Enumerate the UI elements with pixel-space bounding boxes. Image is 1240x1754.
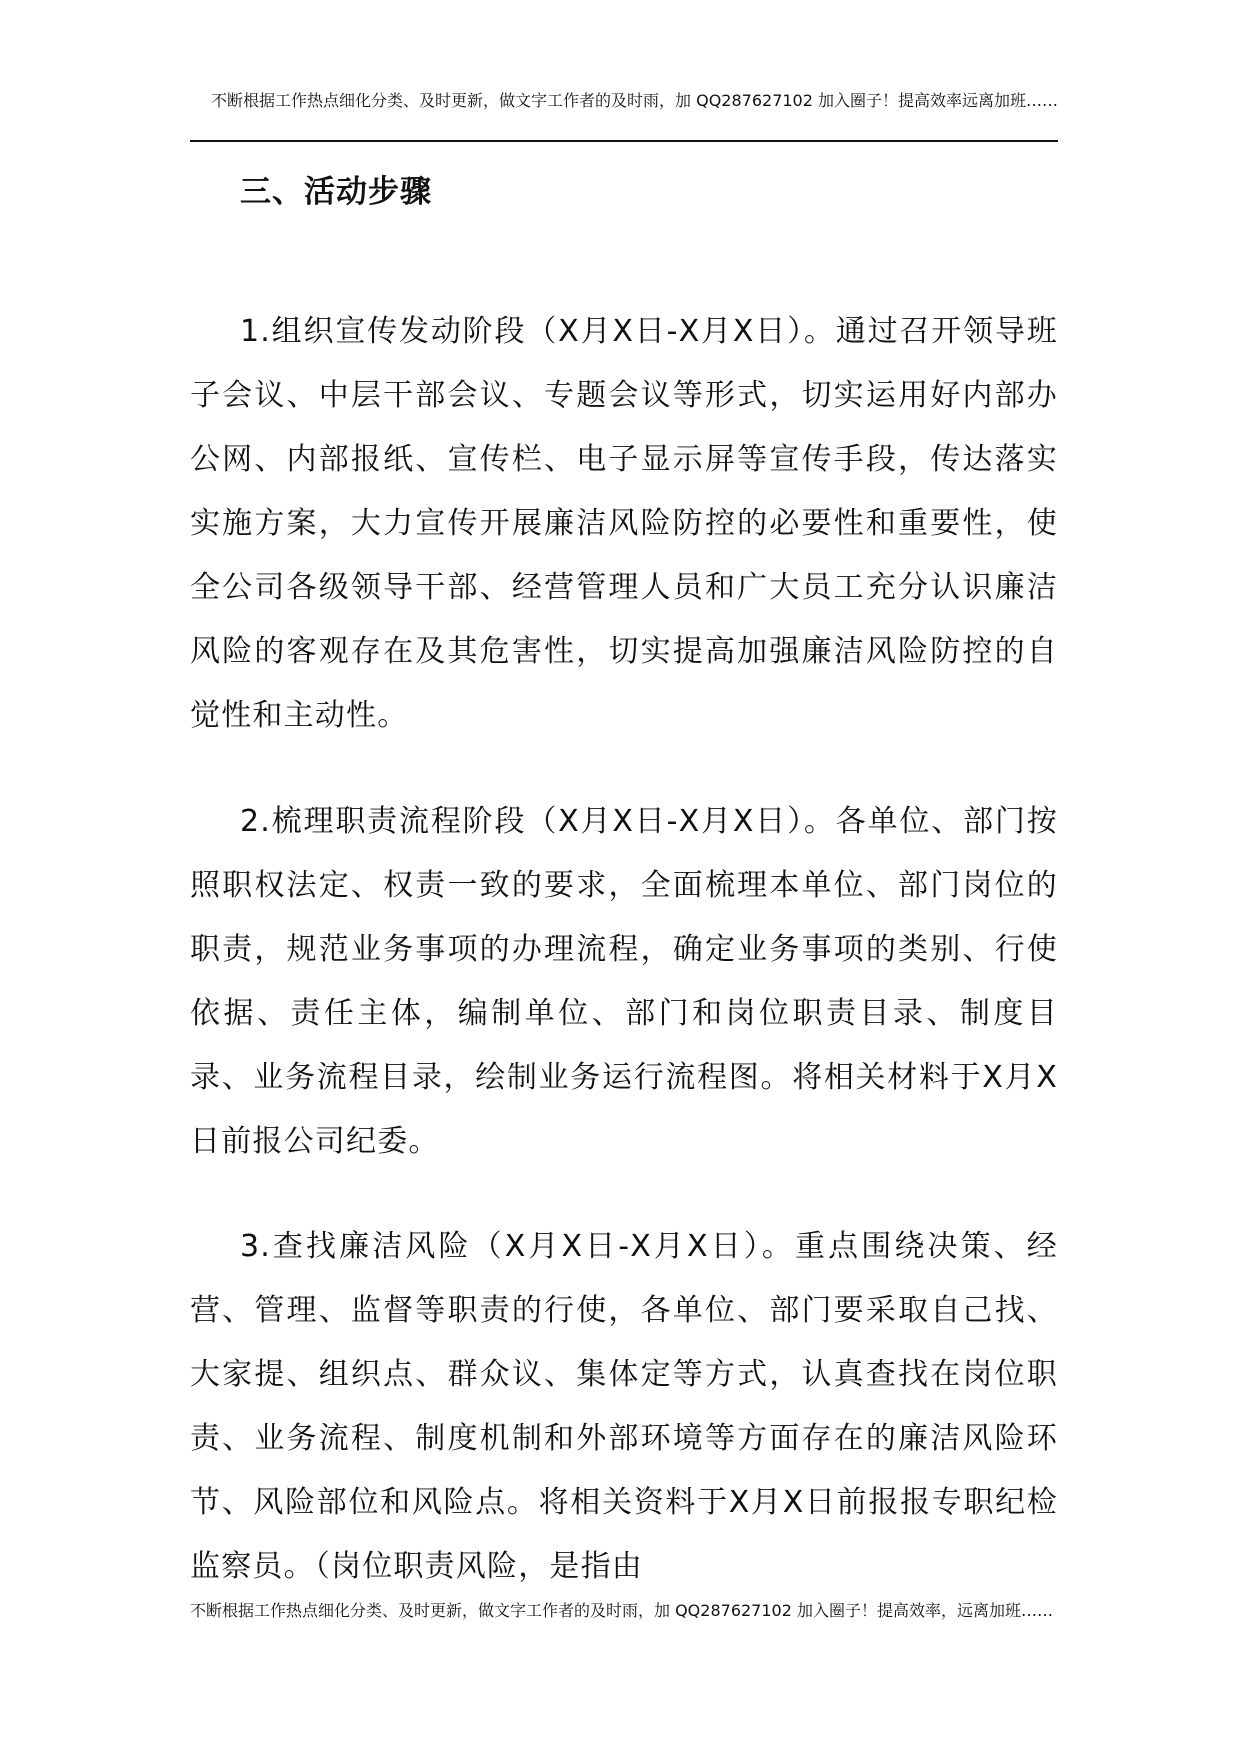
- page-header: 不断根据工作热点细化分类、及时更新，做文字工作者的及时雨，加 QQ287627102 加入圈子！提高效率远离加班……: [211, 91, 1058, 110]
- section-title: 三、活动步骤: [240, 174, 432, 210]
- paragraph-step-1: 1.组织宣传发动阶段（X月X日-X月X日）。通过召开领导班子会议、中层干部会议、专题会议等形式，切实运用好内部办公网、内部报纸、宣传栏、电子显示屏等宣传手段，传达落实实施方案，大力宣传开展廉洁风险防控的必要性和重要性，使全公司各级领导干部、经营管理人员和广大员工充分认识廉洁风险的客观存在及其危害性，切实提高加强廉洁风险防控的自觉性和主动性。: [190, 314, 1058, 733]
- paragraph-step-3: 3.查找廉洁风险（X月X日-X月X日）。重点围绕决策、经营、管理、监督等职责的行使，各单位、部门要采取自己找、大家提、组织点、群众议、集体定等方式，认真查找在岗位职责、业务流程、制度机制和外部环境等方面存在的廉洁风险环节、风险部位和风险点。将相关资料于X月X日前报报专职纪检监察员。（岗位职责风险，是指由: [190, 1229, 1058, 1584]
- page-footer: 不断根据工作热点细化分类、及时更新，做文字工作者的及时雨，加 QQ287627102 加入圈子！提高效率，远离加班……: [190, 1601, 1053, 1620]
- paragraph-step-2: 2.梳理职责流程阶段（X月X日-X月X日）。各单位、部门按照职权法定、权责一致的要求，全面梳理本单位、部门岗位的职责，规范业务事项的办理流程，确定业务事项的类别、行使依据、责任主体，编制单位、部门和岗位职责目录、制度目录、业务流程目录，绘制业务运行流程图。将相关材料于X月X日前报公司纪委。: [190, 804, 1058, 1159]
- header-divider: [190, 140, 1058, 142]
